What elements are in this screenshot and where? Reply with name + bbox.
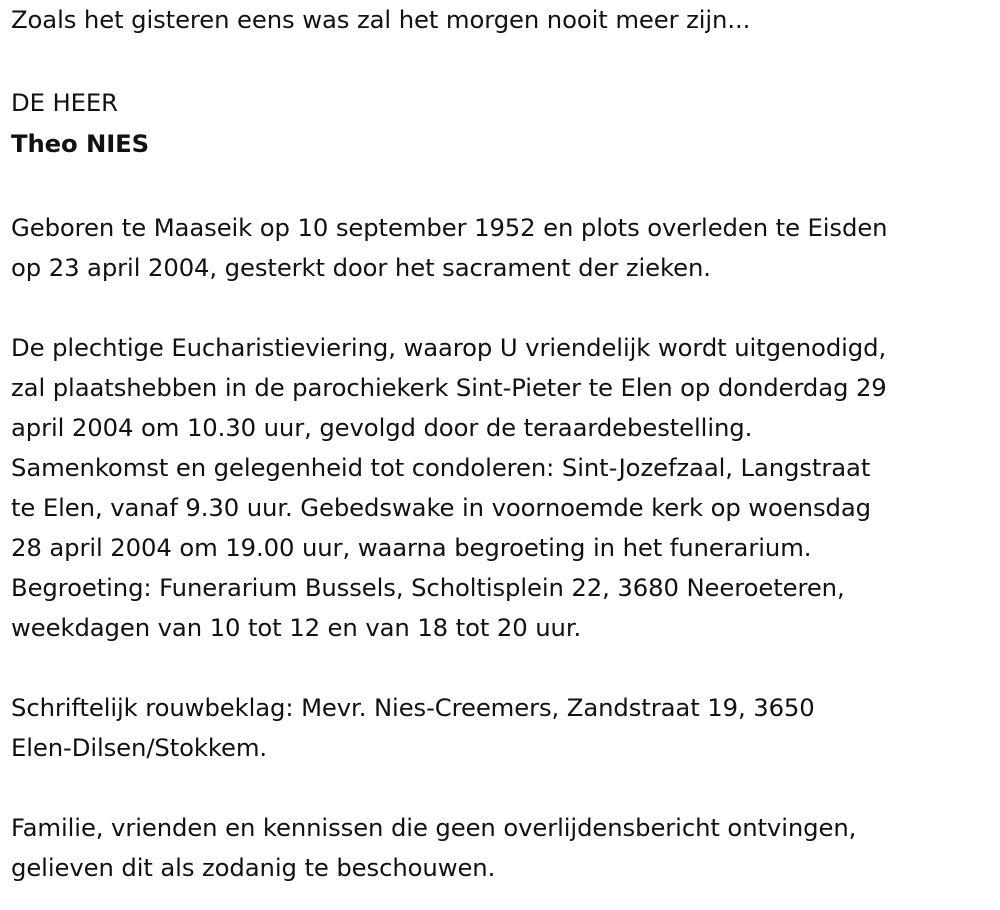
spacer xyxy=(11,40,986,80)
birth-death-paragraph xyxy=(11,208,986,288)
paragraph-line: Samenkomst en gelegenheid tot condoleren: Sint-Jozefzaal, Langstraat xyxy=(11,453,871,482)
spacer xyxy=(11,168,986,208)
paragraph-line: april 2004 om 10.30 uur, gevolgd door de teraardebestelling. xyxy=(11,413,753,442)
paragraph-line: De plechtige Eucharistieviering, waarop U vriendelijk wordt uitgenodigd, xyxy=(11,333,887,362)
ceremony-paragraph xyxy=(11,328,986,648)
paragraph-line: Familie, vrienden en kennissen die geen overlijdensbericht ontvingen, xyxy=(11,813,857,842)
spacer xyxy=(11,288,986,328)
paragraph-line: weekdagen van 10 tot 12 en van 18 tot 20 uur. xyxy=(11,613,582,642)
paragraph-line: Begroeting: Funerarium Bussels, Scholtisplein 22, 3680 Neeroeteren, xyxy=(11,573,845,602)
paragraph-line: Schriftelijk rouwbeklag: Mevr. Nies-Creemers, Zandstraat 19, 3650 xyxy=(11,693,815,722)
title-prefix: DE HEER xyxy=(11,88,118,117)
spacer xyxy=(11,648,986,688)
spacer xyxy=(11,768,986,808)
motto: Zoals het gisteren eens was zal het morgen nooit meer zijn... xyxy=(11,5,751,34)
paragraph-line: zal plaatshebben in de parochiekerk Sint-Pieter te Elen op donderdag 29 xyxy=(11,373,887,402)
death-notice xyxy=(11,0,986,888)
condolences-paragraph xyxy=(11,688,986,768)
closing-paragraph xyxy=(11,808,986,888)
paragraph-line: gelieven dit als zodanig te beschouwen. xyxy=(11,853,496,882)
paragraph-line: Geboren te Maaseik op 10 september 1952 en plots overleden te Eisden xyxy=(11,213,888,242)
paragraph-line: 28 april 2004 om 19.00 uur, waarna begroeting in het funerarium. xyxy=(11,533,812,562)
deceased-name: Theo NIES xyxy=(11,129,150,158)
paragraph-line: Elen-Dilsen/Stokkem. xyxy=(11,733,268,762)
paragraph-line: te Elen, vanaf 9.30 uur. Gebedswake in voornoemde kerk op woensdag xyxy=(11,493,871,522)
paragraph-line: op 23 april 2004, gesterkt door het sacrament der zieken. xyxy=(11,253,711,282)
